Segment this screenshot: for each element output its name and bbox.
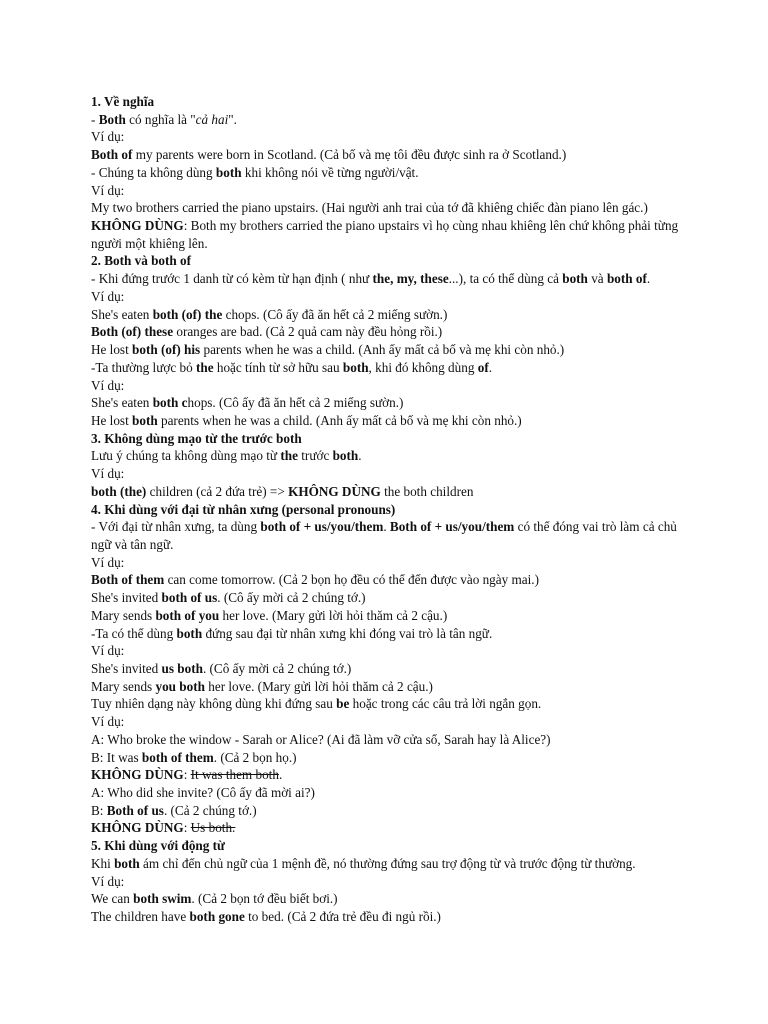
document-body [91, 93, 691, 926]
text-line [91, 164, 691, 182]
text-run: Ví dụ: [91, 873, 125, 889]
text-line [91, 128, 691, 146]
text-line [91, 182, 691, 200]
text-line [91, 890, 691, 908]
text-line [91, 660, 691, 678]
text-line [91, 111, 691, 129]
text-line [91, 412, 691, 430]
bold-text: 1. Về nghĩa [91, 94, 155, 109]
text-run: He lost [91, 412, 133, 428]
text-line [91, 483, 691, 501]
text-run: có nghĩa là " [125, 111, 196, 127]
text-run: My two brothers carried the piano upstairs. (Hai người anh trai của tớ đã khiêng chiếc đàn piano lên gác.) [91, 200, 648, 216]
bold-text: both (of) his [132, 342, 201, 358]
bold-text: both [332, 448, 359, 464]
text-run: Khi [91, 855, 115, 871]
bold-text: be [336, 696, 350, 712]
text-run: children (cả 2 đứa trẻ) => [146, 483, 289, 499]
text-run: He lost [91, 342, 133, 358]
text-run: - Với đại từ nhân xưng, ta dùng [91, 519, 261, 535]
text-run: Lưu ý chúng ta không dùng mạo từ [91, 448, 281, 464]
text-run: - [91, 111, 99, 127]
bold-text: both of them [141, 749, 214, 765]
bold-text: Both of [91, 147, 133, 163]
bold-text: us both [161, 661, 203, 676]
text-run: đứng sau đại từ nhân xưng khi đóng vai trò là tân ngữ. [202, 625, 493, 641]
text-line [91, 908, 691, 926]
text-run: - Chúng ta không dùng [91, 164, 216, 180]
text-run: Ví dụ: [91, 714, 125, 730]
text-line [91, 323, 691, 341]
text-run: She's eaten [91, 306, 153, 322]
text-run: : [183, 767, 191, 783]
text-run: Mary sends [91, 678, 156, 694]
bold-text: both [132, 412, 158, 428]
text-run: She's invited [91, 661, 162, 676]
text-run: -Ta có thể dùng [91, 625, 177, 641]
text-run: . (Cả 2 chúng tớ.) [163, 802, 257, 818]
bold-text: 4. Khi dùng với đại từ nhân xưng (personal pronouns) [91, 501, 396, 517]
bold-text: both of + us/you/them [260, 519, 384, 535]
text-run: The children have [91, 909, 190, 925]
text-run: ám chỉ đến chủ ngữ của 1 mệnh đề, nó thường đứng sau trợ động từ và trước động từ thường. [139, 855, 636, 871]
text-run: can come tomorrow. (Cả 2 bọn họ đều có thể đến được vào ngày mai.) [164, 572, 539, 588]
bold-text: Both [98, 111, 126, 127]
bold-text: both of you [155, 607, 220, 623]
text-run: Ví dụ: [91, 643, 125, 659]
text-line [91, 731, 691, 749]
text-run: . (Cô ấy mời cả 2 chúng tớ.) [217, 590, 366, 606]
text-line [91, 749, 691, 767]
text-line [91, 678, 691, 696]
text-run: We can [91, 891, 134, 907]
bold-text: both [215, 164, 242, 180]
text-line [91, 873, 691, 891]
text-run: : Both my brothers carried the piano upstairs vì họ cùng nhau khiêng lên chứ không phải từng người một khiêng lên. [91, 218, 679, 251]
text-run: Tuy nhiên dạng này không dùng khi đứng sau [91, 696, 337, 712]
text-run: A: Who did she invite? (Cô ấy đã mời ai?) [91, 785, 315, 801]
text-run: . (Cả 2 bọn tớ đều biết bơi.) [191, 891, 338, 907]
bold-text: KHÔNG DÙNG [91, 820, 184, 836]
text-line [91, 713, 691, 731]
text-line [91, 288, 691, 306]
bold-text: both c [152, 395, 188, 411]
text-run: - Khi đứng trước 1 danh từ có kèm từ hạn định ( như [91, 271, 373, 287]
text-line [91, 146, 691, 164]
text-line [91, 695, 691, 713]
text-run: . [488, 359, 493, 375]
text-line [91, 766, 691, 784]
text-line [91, 518, 691, 553]
text-run: khi không nói về từng người/vật. [241, 164, 419, 180]
bold-text: both [342, 359, 369, 375]
bold-text: both of us [161, 590, 218, 606]
text-line [91, 465, 691, 483]
bold-text: 5. Khi dùng với động từ [91, 838, 225, 854]
text-line [91, 571, 691, 589]
bold-text: 3. Không dùng mạo từ the trước both [91, 430, 302, 446]
bold-text: KHÔNG DÙNG [91, 218, 184, 234]
text-run: hops. (Cô ấy đã ăn hết cả 2 miếng sườn.) [187, 395, 404, 411]
text-line [91, 359, 691, 377]
text-line [91, 589, 691, 607]
bold-text: the [195, 359, 214, 375]
text-line [91, 784, 691, 802]
bold-text: KHÔNG DÙNG [91, 767, 184, 783]
text-run: to bed. (Cả 2 đứa trẻ đều đi ngủ rồi.) [244, 909, 441, 925]
section-heading [91, 501, 691, 519]
text-run: Ví dụ: [91, 129, 125, 145]
text-run: , khi đó không dùng [368, 359, 478, 375]
text-run: She's eaten [91, 395, 153, 411]
text-run: và [587, 271, 607, 287]
text-run: . [383, 519, 390, 535]
bold-text: Both of them [91, 572, 165, 588]
text-run: chops. (Cô ấy đã ăn hết cả 2 miếng sườn.) [222, 306, 448, 322]
section-heading [91, 837, 691, 855]
bold-text: 2. Both và both of [91, 253, 192, 269]
text-line [91, 217, 691, 252]
bold-text: Both (of) these [91, 324, 174, 340]
bold-text: Both of + us/you/them [389, 519, 515, 535]
text-run: -Ta thường lược bỏ [91, 359, 196, 375]
text-line [91, 607, 691, 625]
text-line [91, 802, 691, 820]
text-line [91, 447, 691, 465]
bold-text: the, my, these [372, 271, 449, 287]
text-line [91, 819, 691, 837]
section-heading [91, 93, 691, 111]
section-heading [91, 430, 691, 448]
text-line [91, 642, 691, 660]
text-run: hoặc tính từ sở hữu sau [213, 359, 343, 375]
text-run: her love. (Mary gửi lời hỏi thăm cả 2 cậu.) [219, 607, 448, 623]
italic-text: cả hai [195, 111, 229, 127]
text-run: oranges are bad. (Cả 2 quả cam này đều hỏng rồi.) [173, 324, 443, 340]
text-run: ...), ta có thể dùng cả [448, 271, 563, 287]
text-run: B: [91, 802, 107, 818]
text-run: Ví dụ: [91, 377, 125, 393]
bold-text: both [562, 271, 588, 287]
text-run: . [646, 271, 651, 287]
text-run: trước [297, 448, 333, 464]
text-run: . [358, 448, 362, 464]
text-run: her love. (Mary gửi lời hỏi thăm cả 2 cậu.) [204, 678, 433, 694]
text-line [91, 270, 691, 288]
text-run: parents when he was a child. (Anh ấy mất cả bố và mẹ khi còn nhỏ.) [200, 342, 565, 358]
bold-text: of [477, 359, 489, 375]
text-run: Ví dụ: [91, 182, 125, 198]
text-run: Mary sends [91, 607, 156, 623]
text-run: . (Cô ấy mời cả 2 chúng tớ.) [202, 661, 352, 676]
text-line [91, 625, 691, 643]
text-line [91, 341, 691, 359]
strikethrough-text: It was them both [190, 767, 279, 783]
bold-text: you both [155, 678, 205, 694]
text-run: the both children [380, 483, 474, 499]
text-run: : [183, 820, 191, 836]
bold-text: both (of) the [152, 306, 223, 322]
text-line [91, 554, 691, 572]
text-run: my parents were born in Scotland. (Cả bố và mẹ tôi đều được sinh ra ở Scotland.) [132, 147, 567, 163]
strikethrough-text: Us both. [190, 820, 236, 836]
bold-text: both swim [133, 891, 192, 907]
bold-text: both [114, 855, 140, 871]
text-run: . [278, 767, 283, 783]
text-line [91, 394, 691, 412]
text-run: She's invited [91, 590, 162, 606]
bold-text: KHÔNG DÙNG [288, 483, 381, 499]
text-line [91, 855, 691, 873]
text-run: . (Cả 2 bọn họ.) [213, 749, 297, 765]
text-run: hoặc trong các câu trả lời ngắn gọn. [349, 696, 542, 712]
text-run: Ví dụ: [91, 554, 125, 570]
bold-text: Both of us [106, 802, 164, 818]
bold-text: both [176, 625, 203, 641]
bold-text: both (the) [91, 483, 147, 499]
text-run: A: Who broke the window - Sarah or Alice? (Ai đã làm vỡ cửa sổ, Sarah hay là Alice?) [91, 731, 551, 747]
text-run: Ví dụ: [91, 466, 125, 482]
bold-text: the [280, 448, 298, 464]
text-run: parents when he was a child. (Anh ấy mất cả bố và mẹ khi còn nhỏ.) [157, 412, 522, 428]
bold-text: both of [606, 271, 647, 287]
text-line [91, 306, 691, 324]
text-run: ". [228, 111, 237, 127]
text-line [91, 377, 691, 395]
text-line [91, 199, 691, 217]
text-run: Ví dụ: [91, 288, 125, 304]
text-run: B: It was [91, 749, 142, 765]
bold-text: both gone [189, 909, 245, 925]
section-heading [91, 252, 691, 270]
text-run: có thể đóng vai trò làm cả chủ ngữ và tân ngữ. [91, 519, 677, 552]
